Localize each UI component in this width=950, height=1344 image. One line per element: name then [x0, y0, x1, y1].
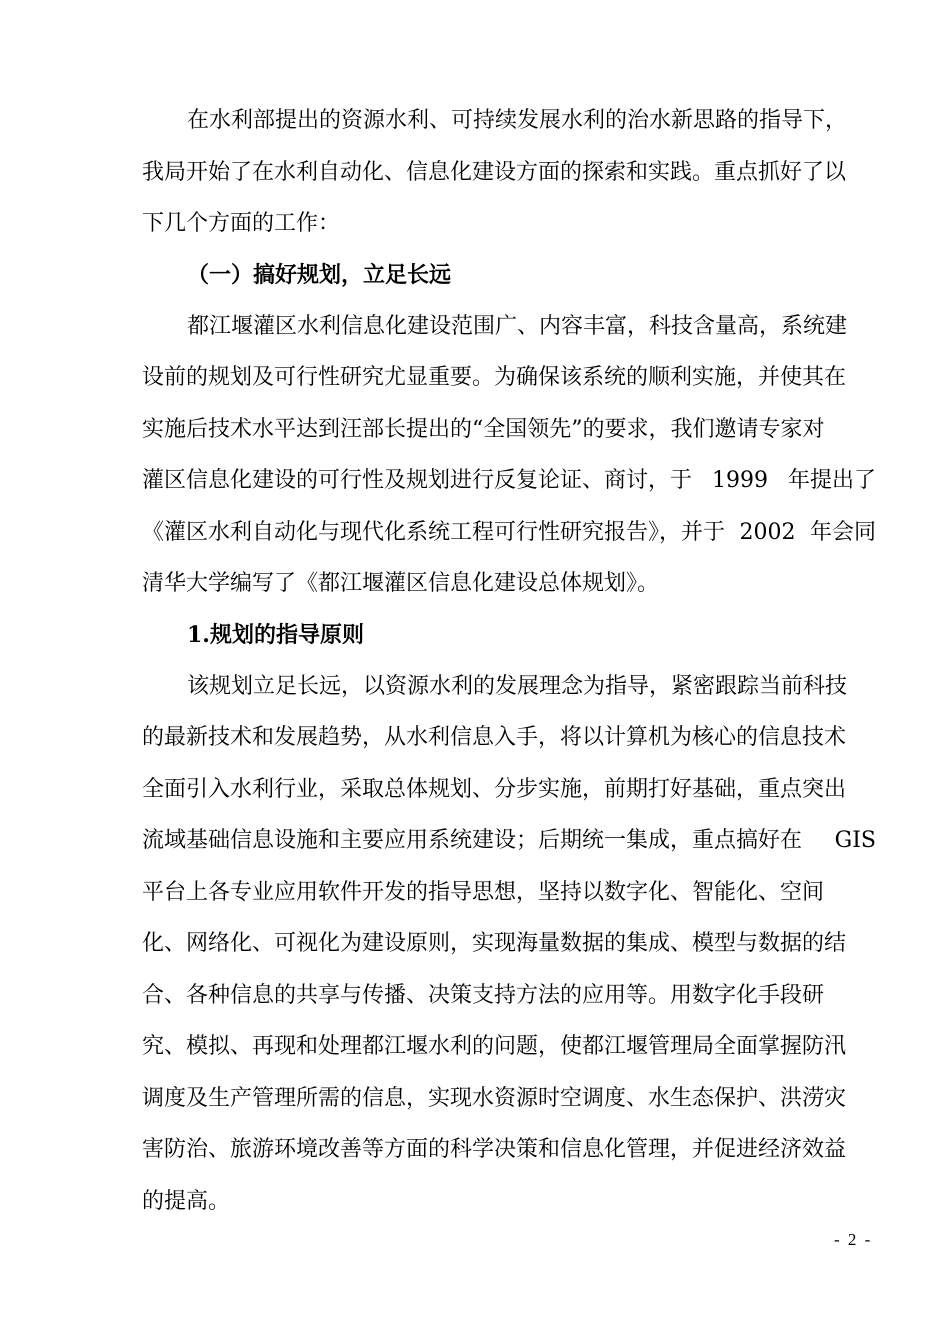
section-heading: （一）搞好规划，立足长远: [187, 262, 452, 288]
text-line: [142, 519, 876, 547]
text-line: 合、各种信息的共享与传播、决策支持方法的应用等。用数字化手段研: [142, 983, 825, 1008]
text-line: 都江堰灌区水利信息化建设范围广、内容丰富，科技含量高，系统建: [187, 314, 848, 339]
text-line: 设前的规划及可行性研究尤显重要。为确保该系统的顺利实施，并使其在: [142, 365, 847, 390]
text-segment: 流域基础信息设施和主要应用系统建设；后期统一集成，重点搞好在: [142, 828, 803, 853]
text-line: 清华大学编写了《都江堰灌区信息化建设总体规划》。: [142, 571, 660, 596]
text-segment: 年提出了: [787, 468, 876, 493]
year-value: 2002: [739, 520, 796, 545]
text-line: 在水利部提出的资源水利、可持续发展水利的治水新思路的指导下，: [187, 108, 848, 133]
text-line: 化、网络化、可视化为建设原则，实现海量数据的集成、模型与数据的结: [142, 931, 847, 956]
text-line: 该规划立足长远，以资源水利的发展理念为指导，紧密跟踪当前科技: [187, 674, 848, 699]
text-line: 的最新技术和发展趋势，从水利信息入手，将以计算机为核心的信息技术: [142, 725, 847, 750]
text-line: 平台上各专业应用软件开发的指导思想，坚持以数字化、智能化、空间: [142, 880, 825, 905]
text-line: 全面引入水利行业，采取总体规划、分步实施，前期打好基础，重点突出: [142, 777, 847, 802]
text-line: 我局开始了在水利自动化、信息化建设方面的探索和实践。重点抓好了以: [142, 160, 847, 185]
text-line: 害防治、旅游环境改善等方面的科学决策和信息化管理，并促进经济效益: [142, 1137, 847, 1162]
text-line: 的提高。: [142, 1189, 231, 1214]
text-line: 实施后技术水平达到汪部长提出的“全国领先”的要求，我们邀请专家对: [142, 417, 825, 442]
text-segment: 《灌区水利自动化与现代化系统工程可行性研究报告》，并于: [142, 520, 726, 545]
text-line: 下几个方面的工作：: [142, 211, 341, 236]
text-line: 究、模拟、再现和处理都江堰水利的问题，使都江堰管理局全面掌握防汛: [142, 1034, 847, 1059]
gis-term: GIS: [834, 828, 876, 853]
page-number: - 2 -: [834, 1230, 873, 1249]
year-value: 1999: [712, 468, 768, 493]
text-segment: 年会同: [809, 520, 876, 545]
text-line: [142, 467, 876, 495]
text-line: 调度及生产管理所需的信息，实现水资源时空调度、水生态保护、洪涝灾: [142, 1086, 847, 1111]
text-segment: 灌区信息化建设的可行性及规划进行反复论证、商讨，于: [142, 468, 693, 493]
subsection-heading: 1.规划的指导原则: [187, 622, 364, 648]
text-line: [142, 827, 876, 855]
